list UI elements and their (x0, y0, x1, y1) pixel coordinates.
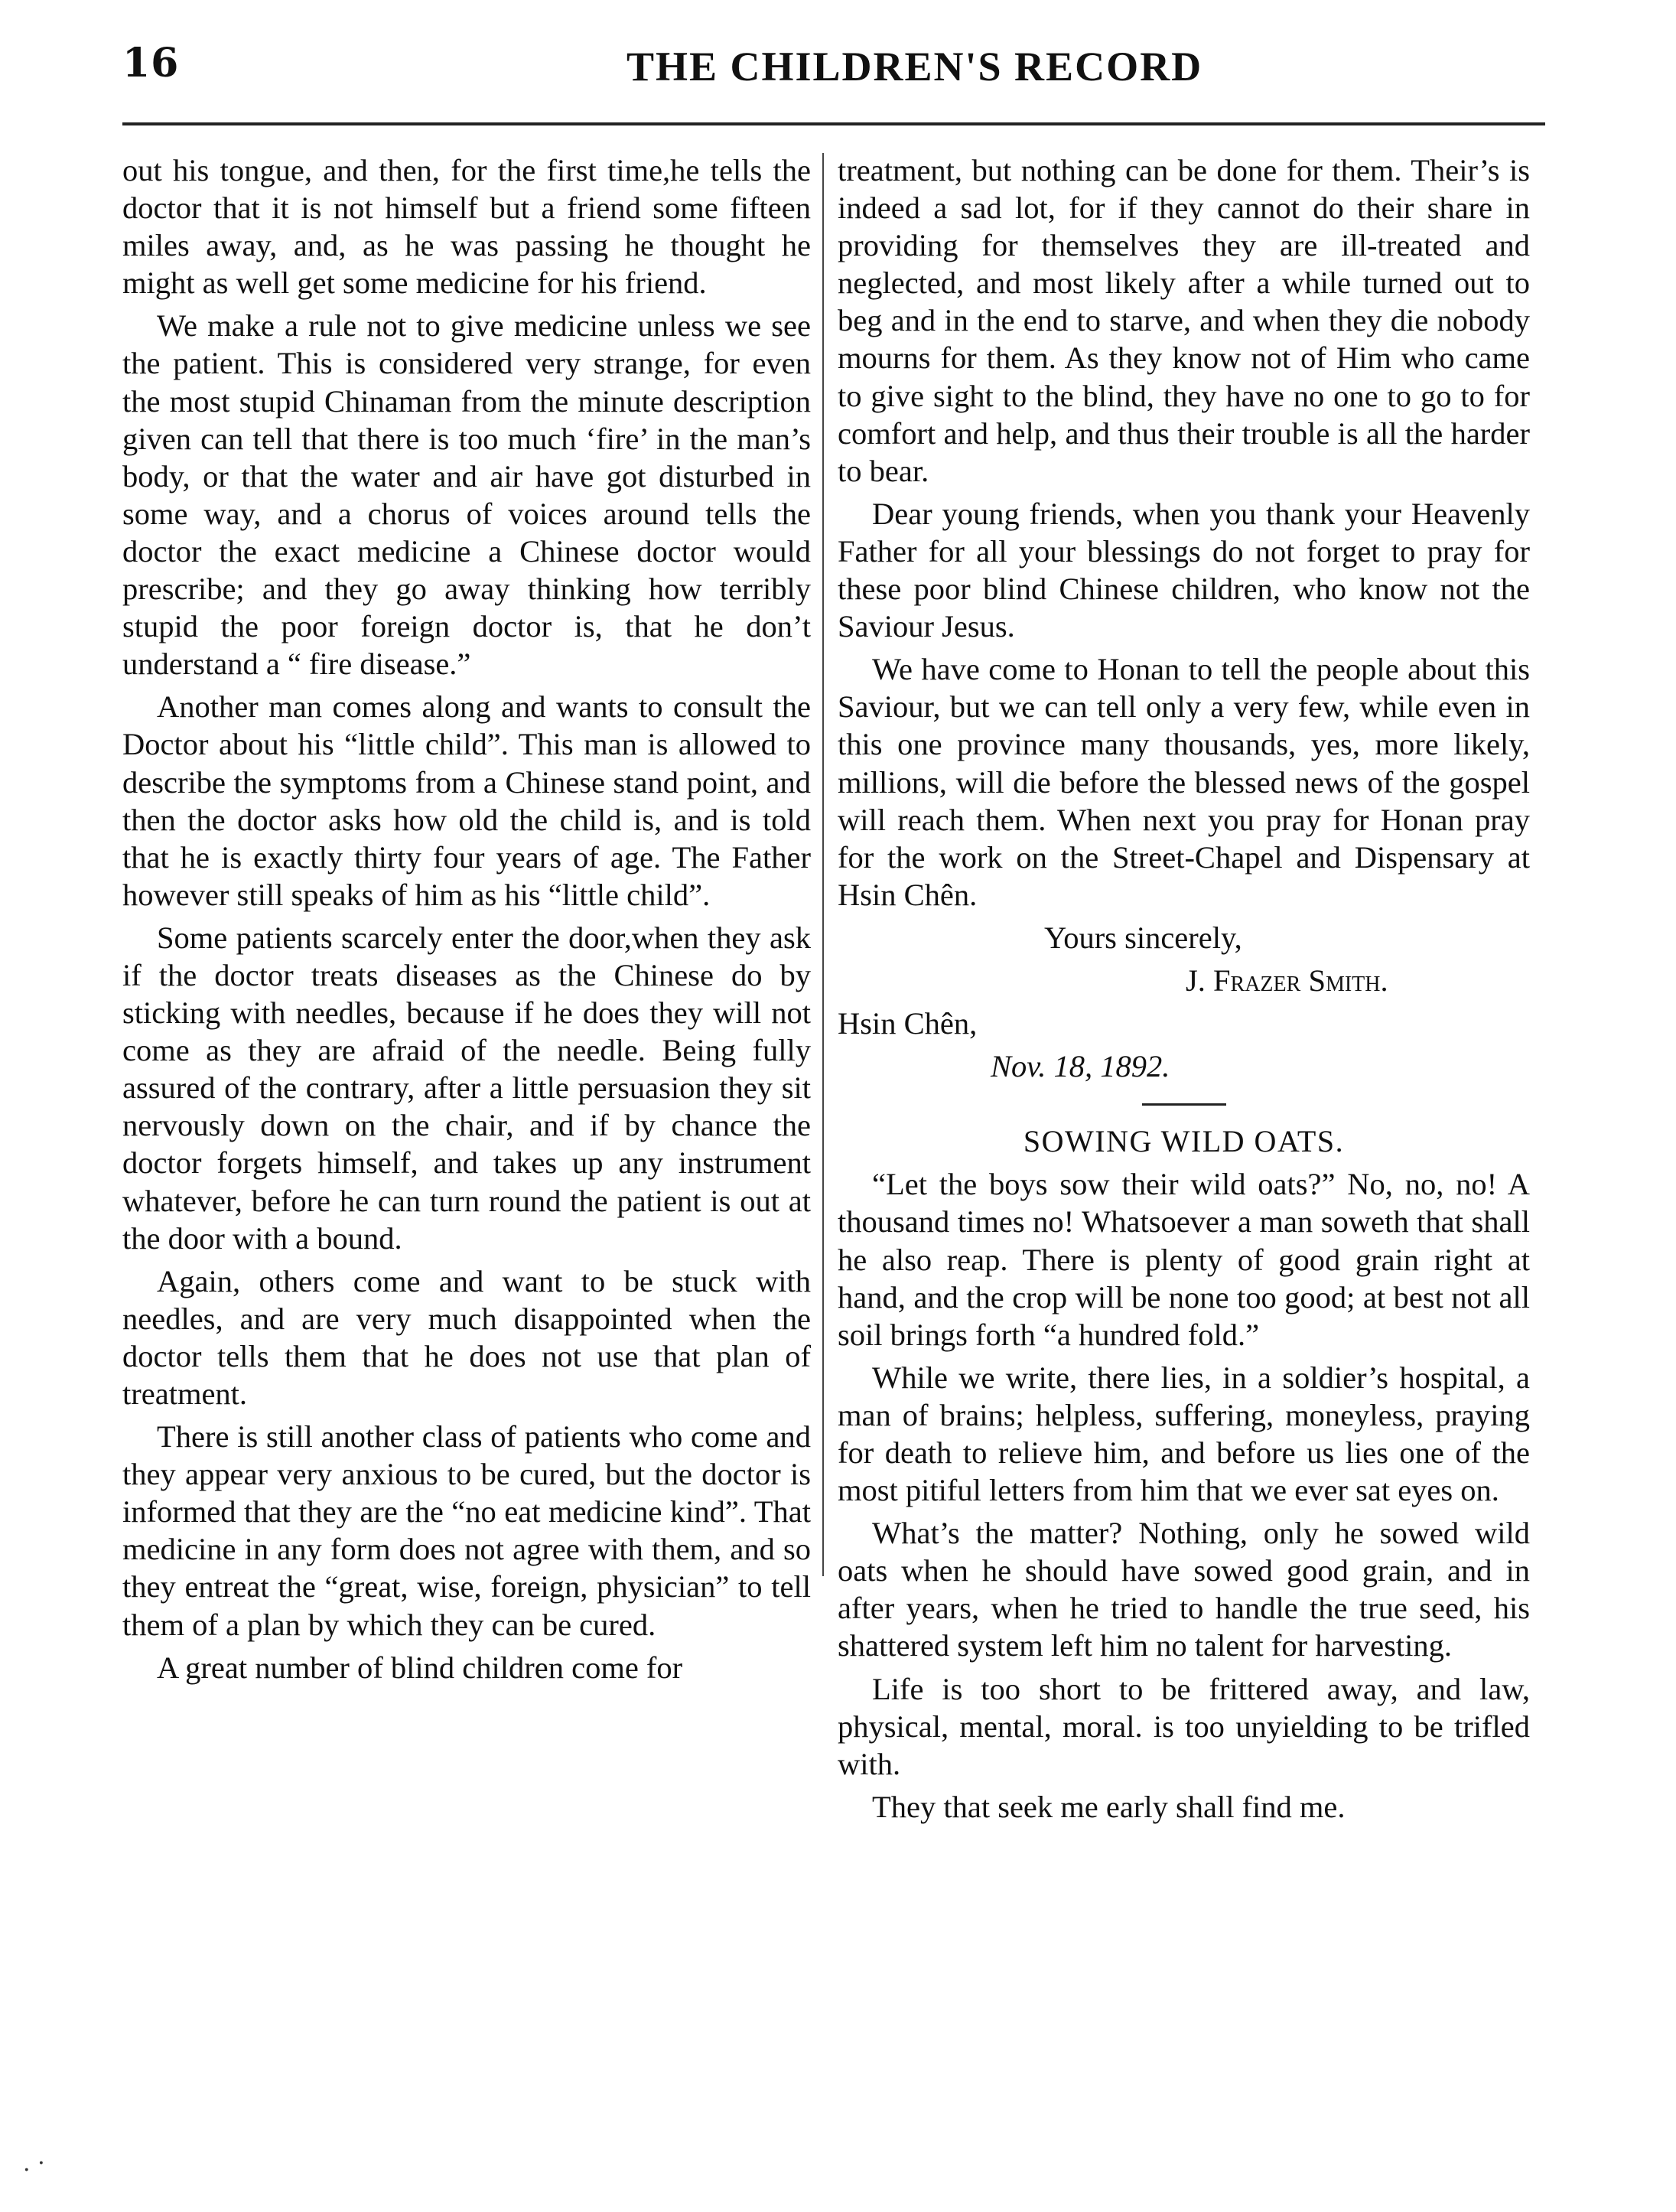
letter-place: Hsin Chên, (838, 1006, 978, 1041)
print-speck: . · (23, 2150, 45, 2177)
right-column (838, 151, 1530, 1831)
section-separator (1142, 1103, 1226, 1106)
paragraph: Another man comes along and wants to consult the Doctor about his “little child”. This man is allowed to describe the symptoms from a Chinese stand point, and then the doctor asks how old the child is, and is told that he is exactly thirty four years of age. The Father however still speaks of him as his “little child”. (122, 689, 811, 912)
letter-closing: Yours sincerely, (1044, 920, 1242, 955)
letter-signature: J. Frazer Smith. (1186, 963, 1388, 998)
paragraph: They that seek me early shall find me. (872, 1789, 1346, 1824)
paragraph: Some patients scarcely enter the door,when they ask if the doctor treats diseases as the Chinese do by sticking with needles, because if he does they will not come as they are afraid of the needle. Being fully assured of the contrary, after a little persuasion they sit nervously down on the chair, and if by chance the doctor forgets himself, and takes up any instrument whatever, before he can turn round the patient is out at the door with a bound. (122, 920, 811, 1256)
paragraph: Dear young friends, when you thank your Heavenly Father for all your blessings do not forget to pray for these poor blind Chinese children, who know not the Saviour Jesus. (838, 496, 1530, 644)
letter-date: Nov. 18, 1892. (991, 1049, 1170, 1084)
paragraph: Again, others come and want to be stuck with needles, and are very much disappointed when the doctor tells them that he does not use that plan of treatment. (122, 1263, 811, 1411)
page-number: 16 (122, 40, 180, 86)
column-divider (822, 153, 824, 1576)
running-head: THE CHILDREN'S RECORD (626, 44, 1203, 90)
left-column (122, 151, 811, 1692)
paragraph: What’s the matter? Nothing, only he sowed wild oats when he should have sowed good grain, and in after years, when he tried to handle the true seed, his shattered system left him no talent for harvesting. (838, 1516, 1530, 1663)
paragraph: treatment, but nothing can be done for them. Their’s is indeed a sad lot, for if they cannot do their share in providing for themselves they are ill-treated and neglected, and most likely after a while turned out to beg and in the end to starve, and when they die nobody mourns for them. As they know not of Him who came to give sight to the blind, they have no one to go to for comfort and help, and thus their trouble is all the harder to bear. (838, 153, 1530, 488)
paragraph: A great number of blind children come for (157, 1650, 683, 1685)
paragraph: We make a rule not to give medicine unless we see the patient. This is considered very strange, for even the most stupid Chinaman from the minute description given can tell that there is too much ‘fire’ in the man’s body, or that the water and air have got disturbed in some way, and a chorus of voices around tells the doctor the exact medicine a Chinese doctor would prescribe; and they go away thinking how terribly stupid the poor foreign doctor is, that he don’t understand a “ fire disease.” (122, 308, 811, 682)
paragraph: While we write, there lies, in a soldier’s hospital, a man of brains; helpless, suffering, moneyless, praying for death to relieve him, and before us lies one of the most pitiful letters from him that we ever sat eyes on. (838, 1360, 1530, 1508)
section-title: SOWING WILD OATS. (1023, 1124, 1345, 1159)
header-rule (122, 122, 1545, 125)
paragraph: out his tongue, and then, for the first time,he tells the doctor that it is not himself but a friend some fifteen miles away, and, as he was passing he thought he might as well get some medicine for his friend. (122, 153, 811, 301)
paragraph: Life is too short to be frittered away, and law, physical, mental, moral. is too unyielding to be trifled with. (838, 1671, 1530, 1781)
paragraph: “Let the boys sow their wild oats?” No, no, no! A thousand times no! Whatsoever a man soweth that shall he also reap. There is plenty of good grain right at hand, and the crop will be none too good; at best not all soil brings forth “a hundred fold.” (838, 1167, 1530, 1352)
paragraph: There is still another class of patients who come and they appear very anxious to be cured, but the doctor is informed that they are the “no eat medicine kind”. That medicine in any form does not agree with them, and so they entreat the “great, wise, foreign, physician” to tell them of a plan by which they can be cured. (122, 1419, 811, 1642)
paragraph: We have come to Honan to tell the people about this Saviour, but we can tell only a very few, while even in this one province many thousands, yes, more likely, millions, will die before the blessed news of the gospel will reach them. When next you pray for Honan pray for the work on the Street-Chapel and Dispensary at Hsin Chên. (838, 652, 1530, 912)
